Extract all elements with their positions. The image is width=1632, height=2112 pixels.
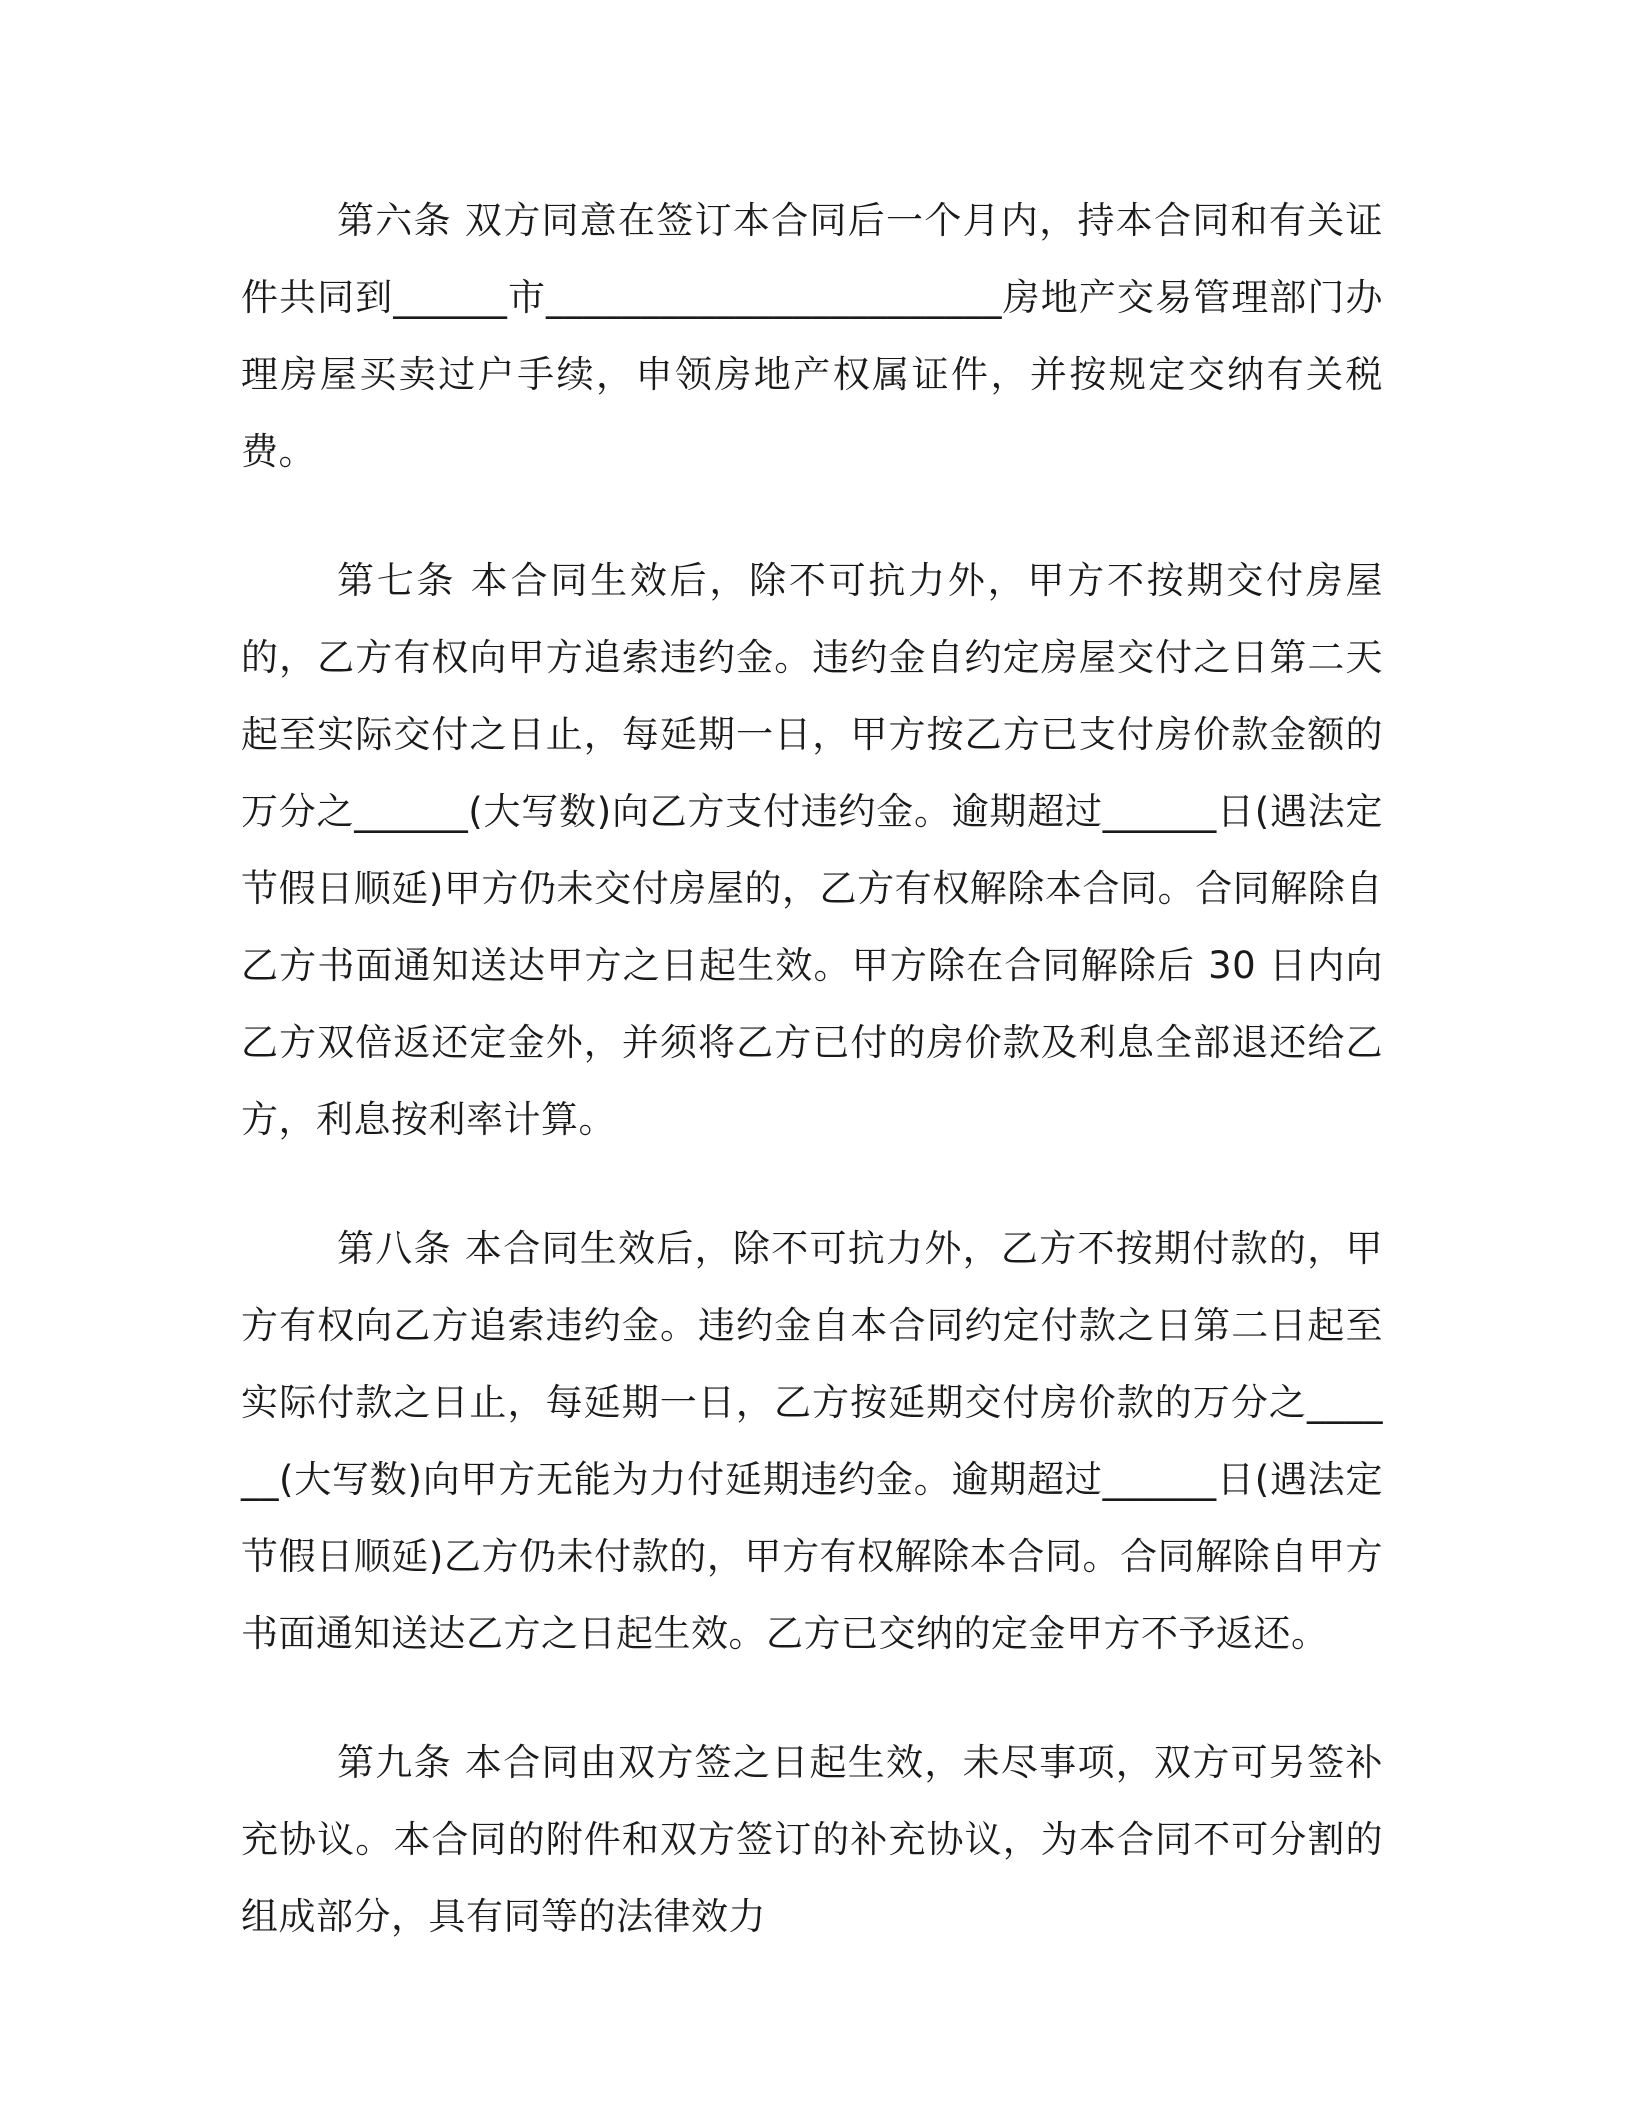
document-body (241, 182, 1383, 2003)
article-6-paragraph: 第六条 双方同意在签订本合同后一个月内，持本合同和有关证件共同到______市________________________房地产交易管理部门办理房屋买卖过户手续，申领房地产权属证件，并按规定交纳有关税费。 (241, 199, 1383, 473)
article-8-paragraph: 第八条 本合同生效后，除不可抗力外，乙方不按期付款的，甲方有权向乙方追索违约金。违约金自本合同约定付款之日第二日起至实际付款之日止，每延期一日，乙方按延期交付房价款的万分之______(大写数)向甲方无能为力付延期违约金。逾期超过______日(遇法定节假日顺延)乙方仍未付款的，甲方有权解除本合同。合同解除自甲方书面通知送达乙方之日起生效。乙方已交纳的定金甲方不予返还。 (241, 1227, 1383, 1655)
article-9-paragraph: 第九条 本合同由双方签之日起生效，未尽事项，双方可另签补充协议。本合同的附件和双方签订的补充协议，为本合同不可分割的组成部分，具有同等的法律效力 (241, 1741, 1383, 1938)
article-7-paragraph: 第七条 本合同生效后，除不可抗力外，甲方不按期交付房屋的，乙方有权向甲方追索违约金。违约金自约定房屋交付之日第二天起至实际交付之日止，每延期一日，甲方按乙方已支付房价款金额的万分之______(大写数)向乙方支付违约金。逾期超过______日(遇法定节假日顺延)甲方仍未交付房屋的，乙方有权解除本合同。合同解除自乙方书面通知送达甲方之日起生效。甲方除在合同解除后 30 日内向乙方双倍返还定金外，并须将乙方已付的房价款及利息全部退还给乙方，利息按利率计算。 (241, 559, 1383, 1141)
